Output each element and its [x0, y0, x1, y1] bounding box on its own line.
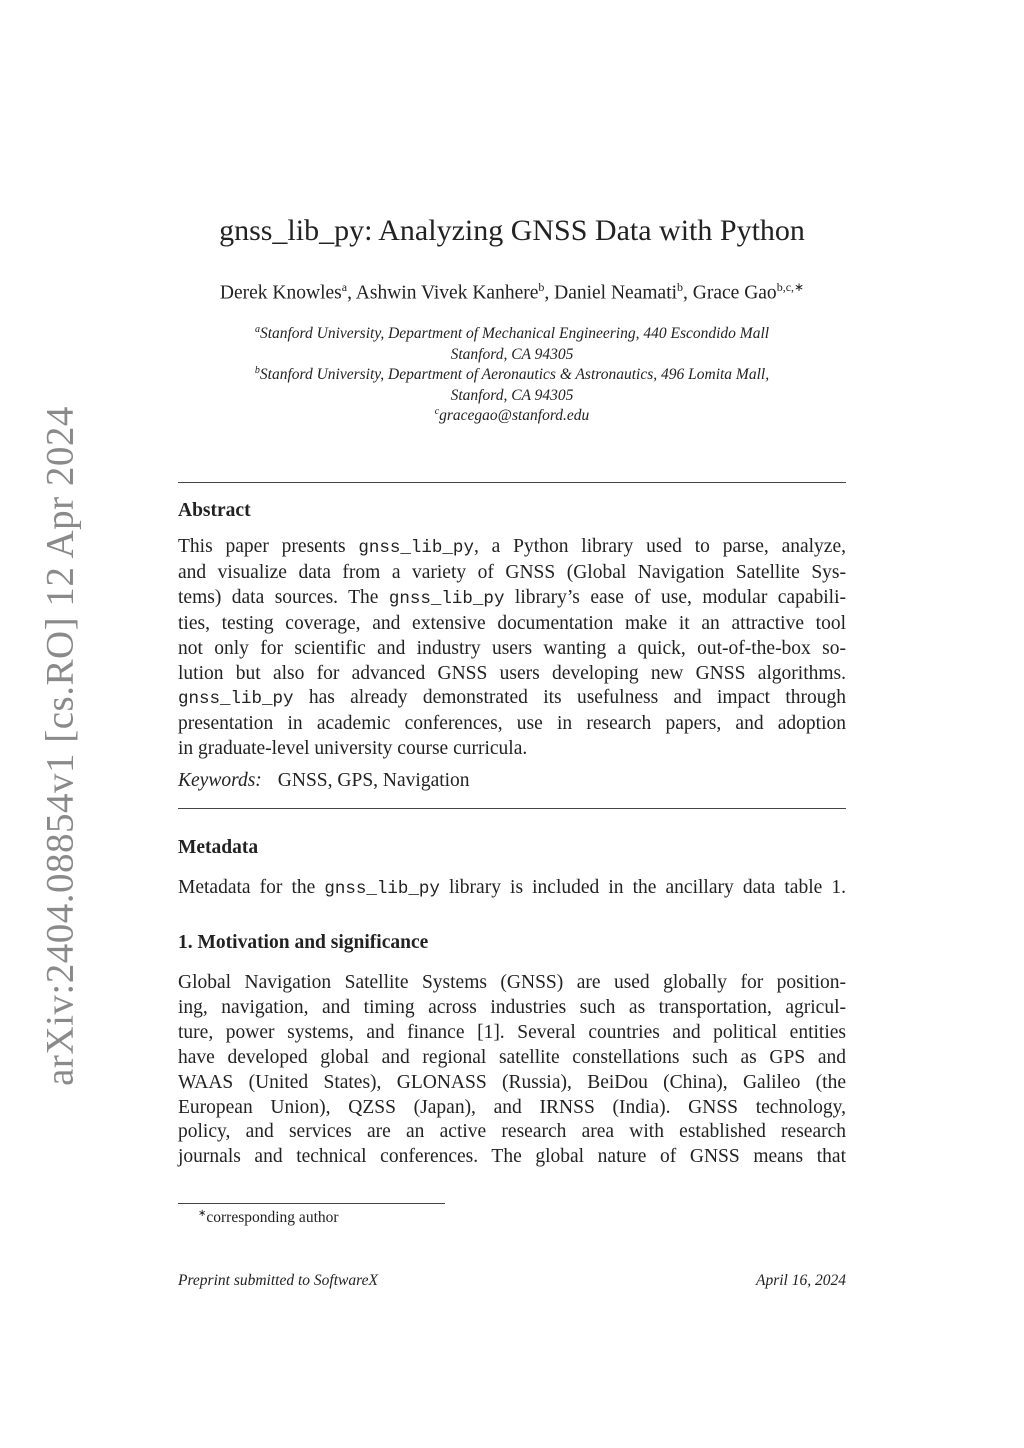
- text-line: policy, and services are an active research area with established research: [178, 1121, 846, 1143]
- text-line: not only for scientific and industry users wanting a quick, out-of-the-box so-: [178, 637, 846, 659]
- footnote: [198, 1208, 339, 1227]
- metadata-heading: Metadata: [178, 837, 259, 858]
- inline-code: gnss_lib_py: [358, 538, 474, 558]
- text-line: and visualize data from a variety of GNSS (Global Navigation Satellite Sys-: [178, 561, 846, 583]
- abstract-top-rule: [178, 482, 846, 483]
- author-name: Derek Knowles: [219, 282, 342, 304]
- author-name: Grace Gao: [692, 282, 777, 304]
- affiliation-c-marker: c: [434, 406, 440, 417]
- text-line: ing, navigation, and timing across industries such as transportation, agricul-: [178, 996, 846, 1018]
- text-line: Metadata for the gnss_lib_py library is included in the ancillary data table 1.: [178, 877, 846, 899]
- footnote-marker: ∗: [198, 1208, 207, 1219]
- keywords-value: GNSS, GPS, Navigation: [277, 770, 470, 791]
- abstract-bottom-rule: [178, 808, 846, 809]
- author-affiliation-marker: b: [677, 280, 684, 294]
- text-line: WAAS (United States), GLONASS (Russia), BeiDou (China), Galileo (the: [178, 1071, 846, 1093]
- author-affiliation-marker: a: [341, 280, 348, 294]
- text-line: ties, testing coverage, and extensive documentation make it an attractive tool: [178, 612, 846, 634]
- abstract-heading: Abstract: [178, 500, 251, 521]
- author-list: Derek Knowles$^a$, Ashwin Vivek Kanhere$^b$, Daniel Neamati$^b$, Grace Gao$^{b,c,∗}$: [219, 280, 805, 304]
- text-line: This paper presents gnss_lib_py, a Python library used to parse, analyze,: [178, 536, 846, 558]
- affiliation-a: [178, 320, 846, 365]
- paper-title: gnss_lib_py: Analyzing GNSS Data with Python: [219, 214, 805, 247]
- text-line: Global Navigation Satellite Systems (GNSS) are used globally for position-: [178, 972, 846, 993]
- affiliation-a-line1: Stanford University, Department of Mechanical Engineering, 440 Escondido Mall: [259, 325, 770, 343]
- footer-preprint-note: Preprint submitted to SoftwareX: [178, 1272, 378, 1289]
- inline-code: gnss_lib_py: [178, 689, 294, 710]
- footnote-rule: [178, 1203, 445, 1204]
- footer-date: April 16, 2024: [756, 1272, 846, 1289]
- section-1-body: [178, 971, 846, 1170]
- text-line: have developed global and regional satellite constellations such as GPS and: [178, 1046, 846, 1068]
- text-line: tems) data sources. The gnss_lib_py library’s ease of use, modular capabili-: [178, 586, 846, 609]
- arxiv-identifier-stamp: arXiv:2404.08854v1 [cs.RO] 12 Apr 2024: [38, 406, 82, 1086]
- text-line: presentation in academic conferences, use in research papers, and adoption: [178, 713, 846, 735]
- abstract-body: [178, 535, 846, 762]
- text-line: European Union), QZSS (Japan), and IRNSS (India). GNSS technology,: [178, 1096, 846, 1118]
- text-line: lution but also for advanced GNSS users developing new GNSS algorithms.: [178, 662, 846, 684]
- inline-code: gnss_lib_py: [388, 588, 505, 609]
- keywords: [178, 770, 470, 792]
- author-name: Ashwin Vivek Kanhere: [355, 282, 539, 304]
- author-affiliation-marker: b,c,∗: [776, 280, 805, 294]
- affiliation-b-line1: Stanford University, Department of Aeronautics & Astronautics, 496 Lomita Mall,: [259, 366, 770, 384]
- affiliation-a-marker: a: [254, 324, 260, 335]
- author-name: Daniel Neamati: [554, 282, 678, 304]
- text-line: ture, power systems, and finance [1]. Several countries and political entities: [178, 1021, 846, 1043]
- affiliation-b-marker: b: [254, 365, 260, 376]
- metadata-body: [178, 876, 846, 902]
- affiliation-a-line2: Stanford, CA 94305: [450, 345, 574, 363]
- section-1-heading: 1. Motivation and significance: [178, 932, 429, 953]
- text-line: gnss_lib_py has already demonstrated its usefulness and impact through: [178, 687, 846, 710]
- text-line: in graduate-level university course curricula.: [178, 738, 528, 760]
- keywords-label: Keywords:: [178, 770, 262, 791]
- inline-code: gnss_lib_py: [324, 879, 440, 899]
- corresponding-email[interactable]: gracegao@stanford.edu: [439, 407, 590, 425]
- footnote-text: corresponding author: [206, 1209, 339, 1227]
- affiliation-c: [178, 402, 846, 427]
- author-affiliation-marker: b: [538, 280, 545, 294]
- affiliation-b-line2: Stanford, CA 94305: [450, 386, 574, 404]
- affiliation-b: [178, 361, 846, 406]
- text-line: journals and technical conferences. The global nature of GNSS means that: [178, 1146, 846, 1168]
